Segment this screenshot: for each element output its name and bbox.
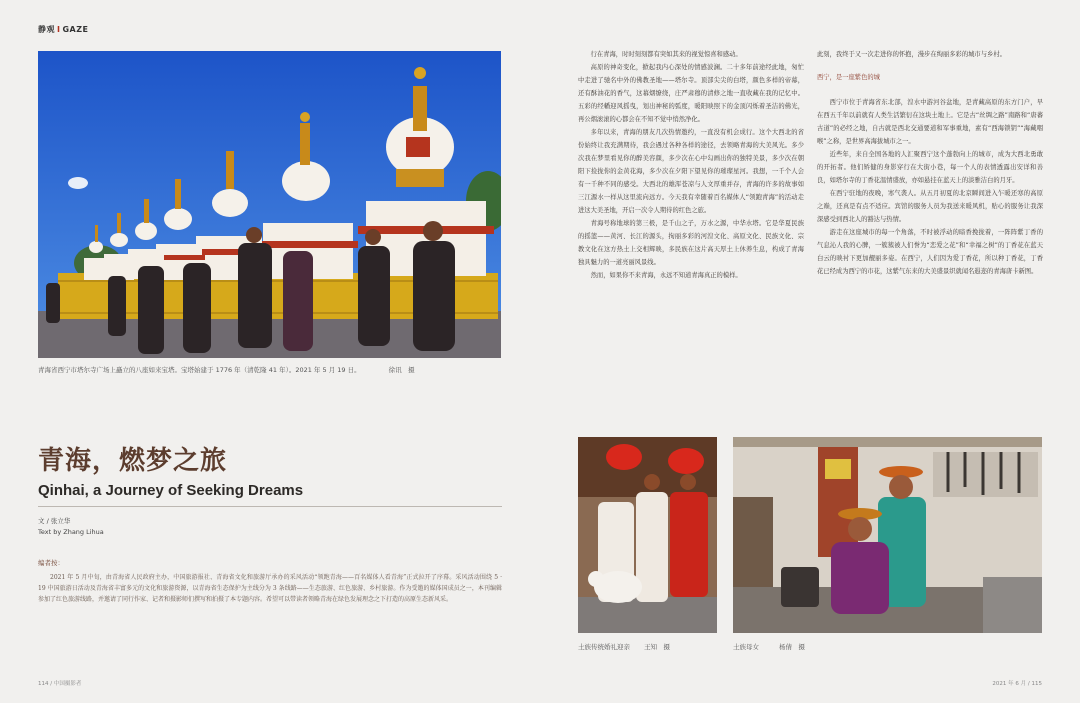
author-cn: 文 / 张立华 <box>38 517 71 525</box>
paragraph: 在西宁驻地的夜晚，寒气袭人。从五月初夏的北京瞬间进入乍暖还寒的高原之巅，还真是有点不适应。宾馆的服务人员为我送来暖风机，贴心的服务让我深深感受到西北人的豁达与热情。 <box>817 190 1043 223</box>
paragraph: 游走在这座城市的每一个角落，不时被浮动的暗香挽拢着，一阵阵紫丁香的气息沁人我的心脾，一簇簇被人们誉为“恋爱之花”和“幸福之树”的丁香花在蓝天白云的映衬下更加靓丽多姿。在西宁，人们因为爱丁香花，所以种丁香花，丁香花已经成为西宁的市花，这紫气东来的大美盛景织就闻名遐迩的青海唐卡新图。 <box>817 229 1043 275</box>
wedding-photo-caption <box>578 642 717 651</box>
body-column-2 <box>817 48 1043 278</box>
editor-note: 2021 年 5 月中旬，由青海省人民政府主办，中国旅游报社、青海省文化和旅游厅承办的采风活动“领跑青海——百名媒体人看青海”正式拉开了序幕。采风活动围绕 5 · 19 中国旅游日活动及青海省丰富多元的文化和旅游资源，以青海省生态保护为主线分为 3 条线路——生态旅游、红色旅游、乡村旅游。作为受邀的媒体国成员之一，本刊编辑参加了红色旅游线路，并邀请了同行作家、记者和摄影师们撰写和拍摄了本专题内容。希望可以带读者领略青海在绿色发展理念之下打造的高原生态新风采。 <box>38 574 502 603</box>
title-divider <box>38 506 502 507</box>
paragraph: 此刻，我终于又一次走进你的怀抱，漫步在绚丽多彩的城市与乡村。 <box>817 51 1006 58</box>
mother-daughter-caption <box>733 642 1042 651</box>
editor-note-label: 编者按： <box>38 559 64 567</box>
wedding-caption-text: 土族传统婚礼迎亲 <box>578 643 630 651</box>
section-label <box>38 24 89 35</box>
stupa-photo-illustration <box>38 51 501 358</box>
footer-right-page-number: 2021 年 6 月 / 115 <box>992 681 1042 687</box>
mother-daughter-caption-text: 土族母女 <box>733 643 759 651</box>
paragraph: 然而，如果你不来青海，永远不知道青海真正的模样。 <box>590 272 742 279</box>
section-divider: I <box>57 25 61 34</box>
main-photo-caption <box>38 365 501 374</box>
article-title-en: Qinhai, a Journey of Seeking Dreams <box>38 482 304 499</box>
paragraph: 近些年，来自全国各地的人汇聚西宁这个蓬勃向上的城市，成为大西北勇敢的开拓者。他们矫健的身影穿行在大街小巷，每一个人的表情透露出安详和善良，如塔尔寺的丁香花温情盛放，亦如悬挂在蓝天上的淡雅洁白的月牙。 <box>817 151 1043 184</box>
wedding-photo <box>578 437 717 633</box>
article-title-cn: 青海，燃梦之旅 <box>38 446 228 476</box>
paragraph: 青海号称地球的第三极，是千山之子，万水之源，中华水塔。它是华夏民族的摇篮——黄河、长江的源头，拘丽多彩的河湟文化、高原文化、民族文化、宗教文化在这方热土上交相辉映，多民族在这片高天厚土上休养生息，构成了青海独具魅力的一道亮丽风景线。 <box>578 220 804 266</box>
main-photo-credit: 徐讯 摄 <box>388 366 415 374</box>
main-photo-caption-text: 青海省西宁市塔尔寺广场上矗立的八座如来宝塔。宝塔始建于 1776 年（清乾隆 41 年）。2021 年 5 月 19 日。 <box>38 366 361 374</box>
author-en: Text by Zhang Lihua <box>38 528 104 536</box>
body-column-1 <box>578 48 804 282</box>
wedding-photo-illustration <box>578 437 717 633</box>
author-block <box>38 516 104 538</box>
paragraph: 高原的神奇变化，掀起我内心深处的情感波澜。二十多年前途经此地，匆忙中走进了驰名中外的佛教圣地——塔尔寺。顶部尖尖的白塔，颜色多样的帝幕，还有酥油花的香气，这幕烟缭绕，庄严肃穆的清修之地一直收藏在我的记忆中。五彩的经幡迎风摇曳，划出神秘的弧度，暖阳映照下的金顶闪烁着圣洁的佛光，再公烟滚滚的心都会在不知不觉中悄然净化。 <box>578 64 804 123</box>
footer-left-page-number: 114 / 中国摄影者 <box>38 681 82 687</box>
section-label-cn: 静观 <box>38 25 55 34</box>
paragraph: 行在青海，时时刻刻都有突如其来的视觉惊喜和感动。 <box>590 51 742 58</box>
wedding-photo-credit: 王知 摄 <box>644 643 670 651</box>
main-photo <box>38 51 501 358</box>
mother-daughter-photo-illustration <box>733 437 1042 633</box>
paragraph: 多年以来，青海的朋友几次热情邀约，一直没有机会成行。这个大西北的省份始终让我充满期待，我会遇过各种各样的途径，去领略青海的大美风光。多少次我在梦里看见你的醉美容颜，多少次在心中勾画出你的独特美景，多少次在朝阳下捡拢你的金黄花海，多少次在夕阳下望见你的璀璨星河。我想，一千个人会有一千种不同的感受。大西北的雄浑苍凉与人文厚重并存，青海的许多的故事如三江源水一样从这里流向远方。今天我有幸随着百名媒体人“领跑青海”的活动走进这大美圣地，开启一次令人期待的红色之旅。 <box>578 129 804 214</box>
mother-daughter-photo <box>733 437 1042 633</box>
section-label-en: GAZE <box>62 25 89 34</box>
mother-daughter-photo-credit: 杨倩 摄 <box>779 643 805 651</box>
paragraph: 西宁市位于青海省东北部，湟水中游河谷盆地，是青藏高原的东方门户，早在西五千年以前就有人类生活繁衍在这块土地上。它是古“丝绸之路”南路和“唐蕃古道”的必经之地，自古就是西北交通要道和军事重地，素有“西海锁钥”“海藏咽喉”之称，是世界高海拔城市之一。 <box>817 99 1043 145</box>
section-subheading: 西宁，是一座紫色的城 <box>817 74 880 81</box>
